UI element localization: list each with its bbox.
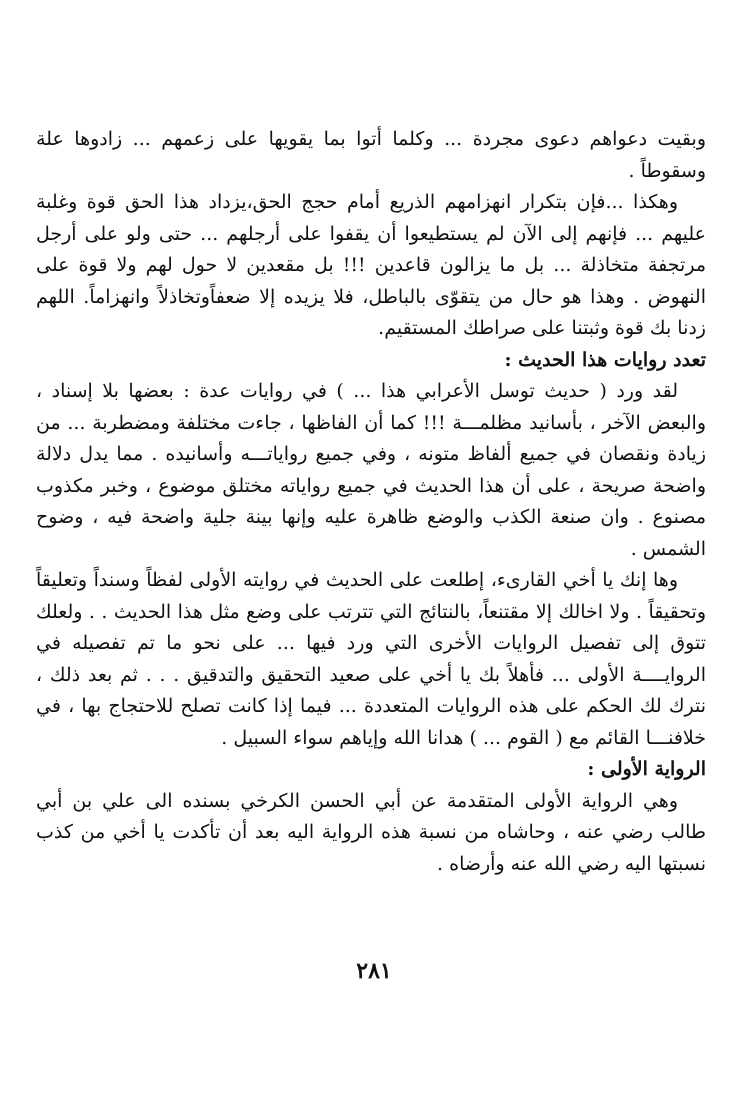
page-number: ٢٨١ <box>356 958 392 984</box>
page-body <box>36 124 706 880</box>
paragraph-5: وهي الرواية الأولى المتقدمة عن أبي الحسن الكرخي بسنده الى علي بن أبي طالب رضي عنه ، وحاشاه من نسبة هذه الرواية اليه بعد أن تأكدت يا أخي من كذب نسبتها اليه رضي الله عنه وأرضاه . <box>36 789 706 875</box>
section-heading-first-narration: الرواية الأولى : <box>587 758 706 780</box>
paragraph-4: وها إنك يا أخي القارىء، إطلعت على الحديث في روايته الأولى لفظاً وسنداً وتعليقاً وتحقيقاً . ولا اخالك إلا مقتنعاً، بالنتائج التي تترتب على وضع مثل هذا الحديث . . ولعلك تتوق إلى تفصيل الروايات الأخرى التي ورد فيها ... على نحو ما تم تفصيله في الروايــــة الأولى ... فأهلاً بك يا أخي على صعيد التحقيق والتدقيق . . . ثم بعد ذلك ، نترك لك الحكم على هذه الروايات المتعددة ... فيما إذا كانت تصلح للاحتجاج بها ، في خلافنـــا القائم مع ( القوم ... ) هدانا الله وإياهم سواء السبيل . <box>36 569 706 749</box>
paragraph-3: لقد ورد ( حديث توسل الأعرابي هذا ... ) في روايات عدة : بعضها بلا إسناد ، والبعض الآخر ، بأسانيد مظلمـــة !!! كما أن الفاظها ، جاءت مختلفة ومضطربة ... من زيادة ونقصان في جميع ألفاظ متونه ، وفي جميع رواياتـــه وأسانيده . مما يدل دلالة واضحة صريحة ، على أن هذا الحديث في جميع رواياته مختلق موضوع ، وخبر مكذوب مصنوع . وان صنعة الكذب والوضع ظاهرة عليه وإنها بينة جلية واضحة فيه ، وضوح الشمس . <box>36 380 706 560</box>
paragraph-1: وبقيت دعواهم دعوى مجردة ... وكلما أتوا بما يقويها على زعمهم ... زادوها علة وسقوطاً . <box>36 128 706 182</box>
section-heading-narrations: تعدد روايات هذا الحديث : <box>504 348 706 371</box>
paragraph-2: وهكذا ...فإن بتكرار انهزامهم الذريع أمام حجج الحق،يزداد هذا الحق قوة وغلبة عليهم ... فإنهم إلى الآن لم يستطيعوا أن يقفوا على أرجلهم ... حتى ولو على أرجل مرتجفة متخاذلة ... بل ما يزالون قاعدين !!! بل مقعدين لا حول لهم ولا قوة على النهوض . وهذا هو حال من يتقوّى بالباطل، فلا يزيده إلا ضعفاًوتخاذلاً وانهزاماً. اللهم زدنا بك قوة وثبتنا على صراطك المستقيم. <box>36 191 706 339</box>
